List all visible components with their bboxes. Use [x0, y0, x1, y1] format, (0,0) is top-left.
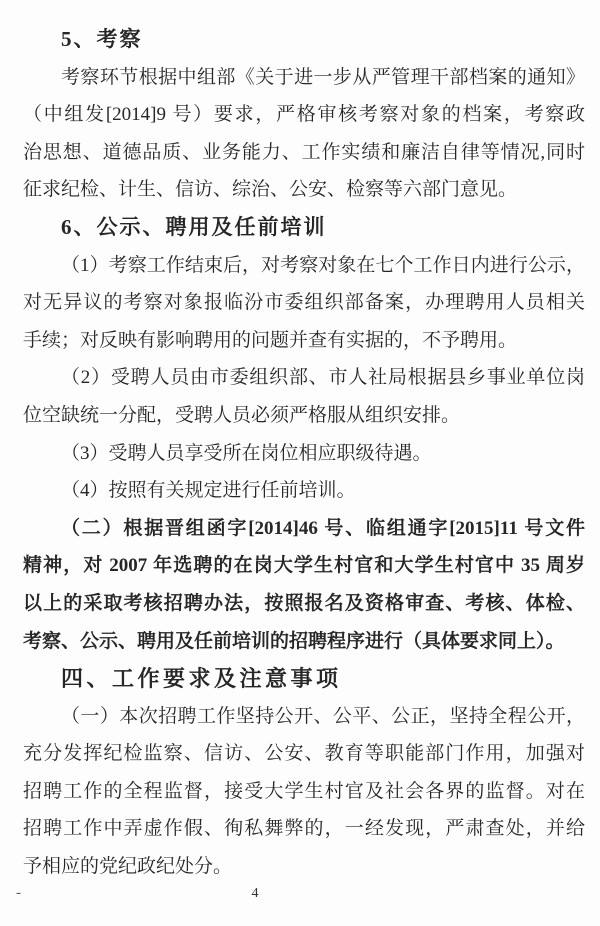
para-section-2-assessment-line-3: 以上的采取考核招聘办法，按照报名及资格审查、考核、体检、 — [23, 592, 585, 614]
para-inspection-line-1: 考察环节根据中组部《关于进一步从严管理干部档案的通知》 — [61, 66, 585, 88]
para-requirements-item-1-line-1: （一）本次招聘工作坚持公开、公平、公正，坚持全程公开， — [61, 705, 585, 727]
para-publicity-item-2-line-2: 位空缺统一分配，受聘人员必须严格服从组织安排。 — [23, 404, 461, 426]
para-requirements-item-1-line-5: 予相应的党纪政纪处分。 — [23, 856, 233, 878]
para-section-2-assessment-line-2: 精神，对 2007 年选聘的在岗大学生村官和大学生村官中 35 周岁 — [23, 555, 585, 577]
para-publicity-item-1-line-3: 手续；对反映有影响聘用的问题并查有实据的，不予聘用。 — [23, 329, 518, 351]
para-inspection-line-3: 治思想、道德品质、业务能力、工作实绩和廉洁自律等情况,同时 — [23, 141, 585, 163]
heading-section-4-requirements-line-1: 四、工作要求及注意事项 — [61, 666, 342, 692]
corner-mark: - — [16, 885, 21, 901]
para-inspection-line-2: （中组发[2014]9 号）要求，严格审核考察对象的档案，考察政 — [23, 104, 585, 126]
para-inspection-line-4: 征求纪检、计生、信访、综治、公安、检察等六部门意见。 — [23, 179, 518, 201]
para-publicity-item-3-line-1: （3）受聘人员享受所在岗位相应职级待遇。 — [61, 442, 432, 464]
para-publicity-item-1-line-1: （1）考察工作结束后，对考察对象在七个工作日内进行公示， — [61, 254, 585, 276]
para-publicity-item-4-line-1: （4）按照有关规定进行任前培训。 — [61, 480, 356, 502]
para-publicity-item-1-line-2: 对无异议的考察对象报临汾市委组织部备案，办理聘用人员相关 — [23, 292, 585, 314]
para-requirements-item-1-line-4: 招聘工作中弄虚作假、徇私舞弊的，一经发现，严肃查处，并给 — [23, 818, 585, 840]
para-section-2-assessment-line-4: 考察、公示、聘用及任前培训的招聘程序进行（具体要求同上）。 — [23, 630, 565, 652]
para-publicity-item-2-line-1: （2）受聘人员由市委组织部、市人社局根据县乡事业单位岗 — [61, 367, 585, 389]
para-requirements-item-1-line-2: 充分发挥纪检监察、信访、公安、教育等职能部门作用，加强对 — [23, 743, 585, 765]
para-requirements-item-1-line-3: 招聘工作的全程监督，接受大学生村官及社会各界的监督。对在 — [23, 780, 585, 802]
heading-section-5-line-1: 5、考察 — [61, 27, 143, 51]
para-section-2-assessment-line-1: （二）根据晋组函字[2014]46 号、临组通字[2015]11 号文件 — [61, 517, 585, 539]
heading-section-6-line-1: 6、公示、聘用及任前培训 — [61, 214, 327, 239]
page-number: 4 — [251, 886, 259, 901]
document-body — [23, 21, 585, 886]
